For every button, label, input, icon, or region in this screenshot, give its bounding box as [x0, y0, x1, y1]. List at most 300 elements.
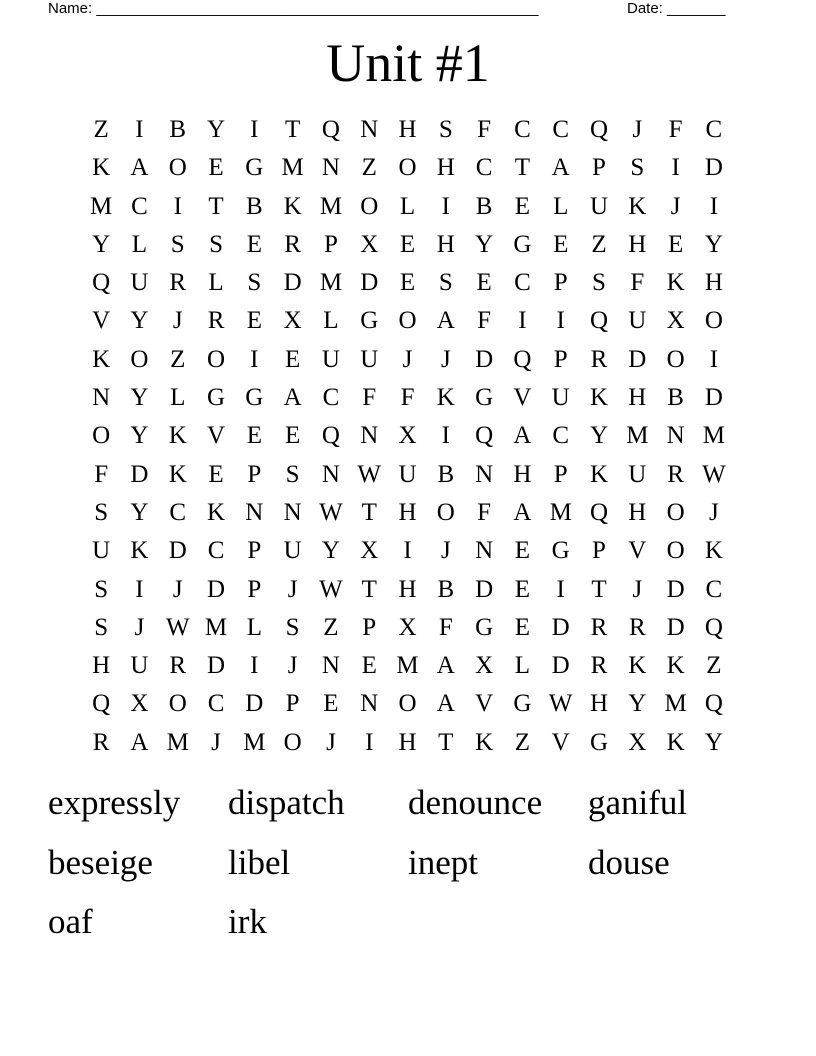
- grid-cell: T: [438, 728, 454, 756]
- grid-cell: N: [360, 116, 379, 143]
- grid-cell: R: [207, 307, 225, 335]
- grid-cell: E: [667, 230, 684, 258]
- word-list-item: expressly: [48, 783, 181, 822]
- grid-cell: F: [477, 116, 492, 143]
- word-list-item: inept: [408, 842, 478, 882]
- grid-cell: Z: [361, 154, 377, 182]
- grid-cell: U: [92, 537, 111, 565]
- grid-cell: T: [361, 498, 377, 526]
- grid-cell: Q: [92, 269, 111, 297]
- word-list: [48, 773, 768, 952]
- grid-cell: I: [403, 537, 412, 565]
- grid-cell: Y: [704, 230, 723, 258]
- grid-cell: N: [283, 498, 302, 526]
- grid-cell: E: [208, 154, 224, 182]
- grid-cell: D: [475, 345, 494, 373]
- grid-cell: U: [283, 537, 302, 565]
- grid-cell: L: [170, 384, 186, 412]
- grid-cell: P: [247, 460, 262, 488]
- grid-cell: D: [551, 613, 570, 641]
- grid-cell: G: [207, 384, 226, 412]
- grid-cell: D: [245, 690, 264, 718]
- grid-cell: R: [284, 230, 301, 258]
- grid-cell: O: [168, 690, 187, 718]
- grid-cell: C: [207, 690, 225, 718]
- grid-cell: X: [475, 652, 494, 680]
- grid-cell: E: [476, 269, 492, 297]
- grid-cell: A: [283, 384, 302, 412]
- word-list-item: ganiful: [588, 783, 688, 822]
- grid-cell: K: [436, 384, 455, 412]
- word-list-item: beseige: [48, 842, 153, 882]
- grid-cell: Z: [93, 116, 109, 143]
- grid-cell: E: [553, 230, 569, 258]
- grid-cell: A: [436, 690, 455, 718]
- grid-cell: H: [398, 575, 417, 603]
- grid-cell: X: [360, 537, 379, 565]
- grid-cell: N: [92, 384, 111, 412]
- grid-cell: I: [556, 307, 565, 335]
- grid-cell: Y: [628, 690, 647, 718]
- grid-cell: B: [667, 384, 684, 412]
- grid-cell: J: [287, 575, 298, 603]
- grid-cell: G: [589, 728, 609, 756]
- grid-cell: F: [362, 384, 377, 412]
- grid-cell: M: [702, 422, 726, 450]
- grid-cell: S: [209, 230, 223, 258]
- grid-cell: W: [319, 575, 343, 603]
- grid-cell: Q: [321, 422, 340, 450]
- grid-cell: B: [475, 192, 493, 220]
- grid-cell: I: [709, 192, 719, 220]
- grid-cell: R: [628, 613, 646, 641]
- grid-cell: O: [398, 690, 417, 718]
- grid-cell: R: [92, 728, 110, 756]
- grid-cell: D: [475, 575, 494, 603]
- grid-cell: J: [402, 345, 413, 373]
- grid-cell: P: [247, 537, 262, 565]
- grid-cell: Q: [513, 345, 532, 373]
- grid-cell: O: [398, 154, 417, 182]
- grid-cell: W: [548, 690, 573, 718]
- grid-cell: U: [321, 345, 340, 373]
- grid-cell: J: [670, 192, 681, 220]
- grid-cell: P: [285, 690, 300, 718]
- grid-cell: Y: [589, 422, 609, 450]
- grid-cell: U: [628, 460, 647, 488]
- grid-cell: D: [207, 575, 226, 603]
- grid-cell: E: [246, 422, 262, 450]
- grid-cell: S: [630, 154, 645, 182]
- grid-cell: K: [92, 154, 111, 182]
- grid-cell: H: [513, 460, 532, 488]
- grid-cell: O: [666, 345, 685, 373]
- word-list-item: dispatch: [228, 783, 345, 822]
- grid-cell: P: [362, 613, 377, 641]
- grid-cell: T: [361, 575, 377, 603]
- grid-cell: F: [94, 460, 109, 488]
- grid-cell: Q: [589, 307, 609, 335]
- grid-cell: M: [90, 192, 113, 220]
- grid-cell: P: [592, 154, 606, 182]
- grid-cell: G: [245, 154, 264, 182]
- grid-cell: A: [551, 154, 570, 182]
- grid-cell: M: [664, 690, 687, 718]
- page-title: Unit #1: [326, 33, 490, 93]
- word-list-item: denounce: [408, 783, 543, 822]
- grid-cell: E: [284, 422, 301, 450]
- grid-cell: E: [514, 537, 531, 565]
- grid-cell: Y: [92, 230, 111, 258]
- grid-cell: D: [130, 460, 149, 488]
- grid-cell: J: [632, 116, 643, 143]
- grid-cell: G: [513, 690, 532, 718]
- header: [48, 0, 748, 20]
- grid-cell: Y: [321, 537, 340, 565]
- grid-cell: L: [399, 192, 416, 220]
- grid-cell: Y: [704, 728, 723, 756]
- grid-cell: X: [130, 690, 149, 718]
- grid-cell: J: [172, 575, 183, 603]
- grid-cell: F: [630, 269, 645, 297]
- grid-cell: I: [135, 116, 144, 143]
- grid-cell: H: [398, 728, 417, 756]
- word-list-item: douse: [588, 842, 670, 882]
- grid-cell: J: [709, 498, 719, 526]
- grid-cell: P: [247, 575, 262, 603]
- grid-cell: I: [709, 345, 719, 373]
- grid-cell: E: [323, 690, 339, 718]
- grid-cell: P: [553, 460, 568, 488]
- grid-cell: R: [169, 652, 187, 680]
- grid-cell: F: [668, 116, 683, 143]
- grid-cell: G: [513, 230, 532, 258]
- grid-cell: E: [246, 307, 262, 335]
- word-list-item: irk: [228, 902, 267, 941]
- grid-cell: V: [551, 728, 570, 756]
- grid-cell: Q: [589, 498, 609, 526]
- grid-cell: P: [592, 537, 606, 565]
- grid-cell: C: [514, 116, 531, 143]
- letter-grid: [82, 111, 733, 762]
- grid-cell: Q: [704, 690, 723, 718]
- grid-cell: Z: [170, 345, 186, 373]
- grid-cell: Y: [130, 307, 149, 335]
- grid-cell: I: [250, 652, 259, 680]
- grid-cell: L: [323, 307, 339, 335]
- grid-cell: A: [130, 154, 149, 182]
- grid-cell: G: [475, 613, 494, 641]
- grid-cell: K: [475, 728, 494, 756]
- grid-cell: X: [283, 307, 302, 335]
- grid-cell: Q: [704, 613, 723, 641]
- grid-cell: E: [399, 269, 416, 297]
- grid-cell: L: [514, 652, 531, 680]
- grid-cell: X: [398, 422, 417, 450]
- grid-cell: Q: [92, 690, 111, 718]
- grid-cell: J: [172, 307, 183, 335]
- grid-cell: G: [360, 307, 379, 335]
- grid-cell: Y: [207, 116, 226, 143]
- grid-cell: S: [438, 269, 453, 297]
- grid-cell: A: [130, 728, 149, 756]
- grid-cell: S: [438, 116, 453, 143]
- grid-cell: N: [475, 460, 494, 488]
- grid-cell: P: [323, 230, 338, 258]
- grid-cell: I: [671, 154, 680, 182]
- grid-cell: I: [250, 345, 259, 373]
- grid-cell: F: [438, 613, 453, 641]
- grid-cell: O: [168, 154, 187, 182]
- grid-cell: L: [553, 192, 569, 220]
- grid-cell: N: [321, 154, 340, 182]
- grid-cell: F: [400, 384, 415, 412]
- grid-cell: F: [477, 498, 492, 526]
- grid-cell: I: [365, 728, 374, 756]
- grid-cell: H: [704, 269, 723, 297]
- word-list-item: oaf: [48, 902, 93, 941]
- grid-cell: Y: [130, 498, 149, 526]
- grid-cell: K: [168, 422, 187, 450]
- grid-cell: M: [319, 192, 343, 220]
- grid-cell: K: [283, 192, 302, 220]
- grid-cell: O: [283, 728, 302, 756]
- grid-cell: H: [628, 498, 647, 526]
- grid-cell: O: [130, 345, 149, 373]
- grid-cell: B: [437, 460, 455, 488]
- grid-cell: E: [208, 460, 224, 488]
- grid-cell: J: [326, 728, 336, 756]
- grid-cell: G: [475, 384, 494, 412]
- grid-cell: Z: [514, 728, 531, 756]
- grid-cell: R: [590, 613, 608, 641]
- grid-cell: C: [322, 384, 340, 412]
- grid-cell: W: [165, 613, 190, 641]
- grid-cell: Z: [323, 613, 339, 641]
- grid-cell: K: [704, 537, 723, 565]
- grid-cell: H: [436, 230, 455, 258]
- grid-cell: K: [207, 498, 226, 526]
- grid-cell: L: [208, 269, 224, 297]
- grid-cell: R: [590, 652, 608, 680]
- grid-cell: J: [632, 575, 643, 603]
- grid-cell: E: [514, 575, 531, 603]
- grid-cell: M: [319, 269, 343, 297]
- grid-cell: K: [168, 460, 187, 488]
- grid-cell: D: [168, 537, 187, 565]
- grid-cell: K: [666, 728, 685, 756]
- grid-cell: B: [169, 116, 187, 143]
- grid-cell: K: [666, 652, 685, 680]
- grid-cell: K: [589, 384, 609, 412]
- grid-cell: I: [135, 575, 144, 603]
- grid-cell: W: [357, 460, 382, 488]
- grid-cell: K: [130, 537, 149, 565]
- grid-cell: S: [247, 269, 262, 297]
- grid-cell: M: [396, 652, 419, 680]
- grid-cell: I: [556, 575, 565, 603]
- grid-cell: T: [208, 192, 224, 220]
- grid-cell: R: [590, 345, 608, 373]
- grid-cell: A: [436, 307, 455, 335]
- grid-cell: S: [170, 230, 185, 258]
- grid-cell: Q: [475, 422, 494, 450]
- grid-cell: S: [285, 613, 300, 641]
- grid-cell: X: [628, 728, 647, 756]
- grid-cell: S: [94, 575, 109, 603]
- grid-cell: L: [246, 613, 262, 641]
- grid-cell: M: [281, 154, 304, 182]
- grid-cell: O: [92, 422, 111, 450]
- grid-cell: D: [628, 345, 647, 373]
- grid-cell: M: [204, 613, 228, 641]
- grid-cell: H: [628, 384, 647, 412]
- grid-cell: A: [436, 652, 455, 680]
- grid-cell: J: [211, 728, 221, 756]
- grid-cell: V: [207, 422, 226, 450]
- grid-cell: E: [246, 230, 262, 258]
- grid-cell: U: [360, 345, 379, 373]
- grid-cell: Y: [475, 230, 494, 258]
- grid-cell: F: [477, 307, 492, 335]
- grid-cell: K: [628, 192, 647, 220]
- grid-cell: U: [628, 307, 647, 335]
- grid-cell: R: [169, 269, 187, 297]
- grid-cell: U: [398, 460, 417, 488]
- grid-cell: T: [514, 154, 531, 182]
- grid-cell: N: [360, 690, 379, 718]
- grid-cell: D: [666, 575, 685, 603]
- grid-cell: M: [626, 422, 649, 450]
- grid-cell: D: [283, 269, 302, 297]
- grid-cell: O: [207, 345, 226, 373]
- grid-cell: O: [666, 537, 685, 565]
- grid-cell: Y: [130, 384, 149, 412]
- grid-cell: D: [704, 384, 723, 412]
- grid-cell: B: [245, 192, 263, 220]
- grid-cell: N: [666, 422, 685, 450]
- grid-cell: B: [437, 575, 455, 603]
- grid-cell: H: [398, 498, 417, 526]
- grid-cell: Q: [321, 116, 340, 143]
- grid-cell: C: [169, 498, 187, 526]
- grid-cell: V: [475, 690, 494, 718]
- grid-cell: C: [705, 575, 723, 603]
- grid-cell: U: [130, 269, 149, 297]
- grid-cell: K: [92, 345, 111, 373]
- grid-cell: C: [552, 116, 570, 143]
- grid-cell: E: [284, 345, 301, 373]
- grid-cell: E: [361, 652, 377, 680]
- grid-cell: H: [436, 154, 455, 182]
- grid-cell: O: [436, 498, 455, 526]
- grid-cell: S: [592, 269, 606, 297]
- grid-cell: S: [94, 613, 109, 641]
- grid-cell: I: [518, 307, 527, 335]
- grid-cell: Z: [591, 230, 607, 258]
- grid-cell: C: [131, 192, 148, 220]
- grid-cell: O: [398, 307, 417, 335]
- grid-cell: J: [134, 613, 145, 641]
- grid-cell: I: [441, 192, 450, 220]
- grid-cell: H: [398, 116, 417, 143]
- grid-cell: H: [589, 690, 609, 718]
- grid-cell: H: [628, 230, 647, 258]
- grid-cell: V: [92, 307, 111, 335]
- grid-cell: X: [360, 230, 379, 258]
- grid-cell: N: [245, 498, 264, 526]
- grid-cell: N: [321, 652, 340, 680]
- grid-cell: L: [131, 230, 148, 258]
- grid-cell: A: [513, 498, 532, 526]
- grid-cell: R: [667, 460, 684, 488]
- grid-cell: D: [551, 652, 570, 680]
- grid-cell: D: [666, 613, 685, 641]
- grid-cell: N: [321, 460, 340, 488]
- grid-cell: H: [92, 652, 111, 680]
- grid-cell: G: [551, 537, 570, 565]
- grid-cell: J: [440, 345, 451, 373]
- grid-cell: W: [319, 498, 343, 526]
- grid-cell: C: [475, 154, 493, 182]
- grid-cell: Z: [706, 652, 722, 680]
- grid-cell: P: [553, 345, 568, 373]
- grid-cell: K: [666, 269, 685, 297]
- grid-cell: Y: [130, 422, 149, 450]
- grid-cell: T: [284, 116, 301, 143]
- grid-cell: O: [704, 307, 723, 335]
- grid-cell: C: [552, 422, 570, 450]
- grid-cell: D: [360, 269, 379, 297]
- grid-cell: A: [513, 422, 532, 450]
- grid-cell: S: [285, 460, 300, 488]
- grid-cell: J: [440, 537, 451, 565]
- grid-cell: M: [549, 498, 572, 526]
- grid-cell: S: [94, 498, 109, 526]
- grid-cell: D: [207, 652, 226, 680]
- grid-cell: D: [704, 154, 723, 182]
- grid-cell: X: [398, 613, 417, 641]
- grid-cell: K: [589, 460, 609, 488]
- date-field: Date: _______: [627, 0, 726, 17]
- grid-cell: U: [551, 384, 570, 412]
- grid-cell: W: [702, 460, 726, 488]
- grid-cell: U: [130, 652, 149, 680]
- grid-cell: I: [250, 116, 259, 143]
- grid-cell: X: [666, 307, 685, 335]
- grid-cell: G: [245, 384, 264, 412]
- grid-cell: I: [441, 422, 450, 450]
- grid-cell: M: [243, 728, 266, 756]
- grid-cell: V: [628, 537, 647, 565]
- grid-cell: N: [360, 422, 379, 450]
- grid-cell: O: [666, 498, 685, 526]
- grid-cell: E: [514, 192, 531, 220]
- grid-cell: P: [553, 269, 568, 297]
- grid-cell: C: [705, 116, 723, 143]
- grid-cell: T: [591, 575, 607, 603]
- grid-cell: J: [287, 652, 298, 680]
- grid-cell: E: [399, 230, 416, 258]
- grid-cell: Q: [589, 116, 609, 143]
- name-field: Name: _____________________________________________________: [48, 0, 539, 17]
- grid-cell: I: [173, 192, 182, 220]
- grid-cell: C: [514, 269, 531, 297]
- grid-cell: O: [360, 192, 379, 220]
- grid-cell: E: [514, 613, 531, 641]
- grid-cell: C: [207, 537, 225, 565]
- grid-cell: V: [513, 384, 532, 412]
